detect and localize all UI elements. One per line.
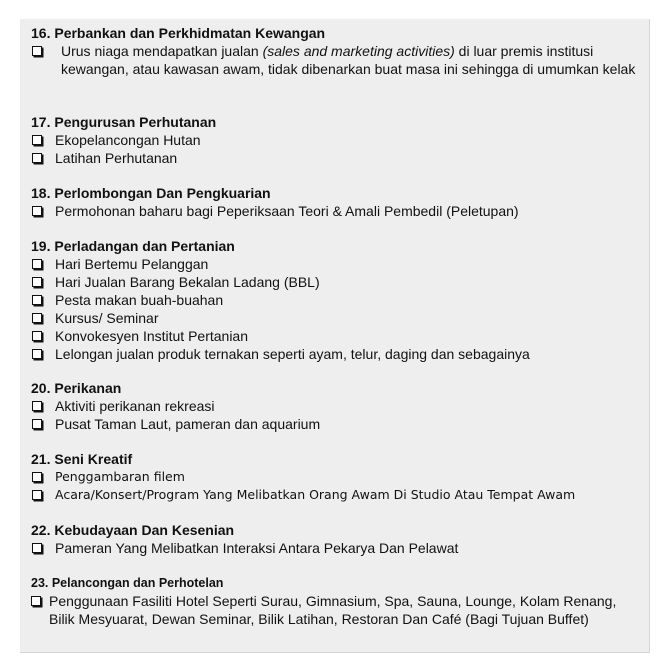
list-item: Pameran Yang Melibatkan Interaksi Antara Pekarya Dan Pelawat: [31, 539, 641, 557]
section-23: [31, 574, 641, 628]
checkbox-icon: [32, 472, 42, 482]
section-heading: 18. Perlombongan Dan Pengkuarian: [31, 185, 271, 201]
section-19: [31, 237, 641, 363]
checkbox-icon: [32, 135, 42, 145]
section-17: [31, 113, 641, 167]
section-18: [31, 184, 641, 220]
checkbox-icon: [32, 490, 42, 500]
checkbox-icon: [32, 331, 42, 341]
section-21: [31, 450, 641, 504]
list-item: Hari Bertemu Pelanggan: [31, 255, 641, 273]
section-heading: 23. Pelancongan dan Perhotelan: [31, 576, 224, 590]
section-heading: 16. Perbankan dan Perkhidmatan Kewangan: [31, 25, 326, 41]
list-item: Penggunaan Fasiliti Hotel Seperti Surau, Gimnasium, Spa, Sauna, Lounge, Kolam Renang, Bilik Mesyuarat, Dewan Seminar, Bilik Latihan, Restoran Dan Café (Bagi Tujuan Buffet): [31, 592, 639, 628]
list-item: Konvokesyen Institut Pertanian: [31, 327, 641, 345]
checkbox-icon: [32, 46, 42, 56]
checkbox-icon: [32, 419, 42, 429]
checkbox-icon: [32, 277, 42, 287]
section-heading: 19. Perladangan dan Pertanian: [31, 238, 235, 254]
list-item: Ekopelancongan Hutan: [31, 131, 641, 149]
checkbox-icon: [32, 153, 42, 163]
checkbox-icon: [32, 295, 42, 305]
section-16: [31, 24, 641, 78]
list-item: Lelongan jualan produk ternakan seperti ayam, telur, daging dan sebagainya: [31, 345, 641, 363]
list-item: Pesta makan buah-buahan: [31, 291, 641, 309]
section-20: [31, 379, 641, 433]
list-item: Aktiviti perikanan rekreasi: [31, 397, 641, 415]
section-heading: 17. Pengurusan Perhutanan: [31, 114, 217, 130]
checkbox-icon: [32, 206, 42, 216]
list-item: Urus niaga mendapatkan jualan (sales and marketing activities) di luar premis institusi kewangan, atau kawasan awam, tidak dibenarkan buat masa ini sehingga di umumkan kelak: [31, 42, 636, 78]
section-22: [31, 521, 641, 557]
list-item: Acara/Konsert/Program Yang Melibatkan Orang Awam Di Studio Atau Tempat Awam: [31, 486, 641, 504]
list-item: Kursus/ Seminar: [31, 309, 641, 327]
list-item: Latihan Perhutanan: [31, 149, 641, 167]
checkbox-icon: [32, 259, 42, 269]
list-item: Hari Jualan Barang Bekalan Ladang (BBL): [31, 273, 641, 291]
checkbox-icon: [32, 349, 42, 359]
list-item: Penggambaran filem: [31, 468, 641, 486]
section-heading: 20. Perikanan: [31, 380, 122, 396]
checkbox-icon: [31, 596, 41, 606]
section-heading: 21. Seni Kreatif: [31, 451, 133, 467]
list-item: Pusat Taman Laut, pameran dan aquarium: [31, 415, 641, 433]
list-item: Permohonan baharu bagi Peperiksaan Teori & Amali Pembedil (Peletupan): [31, 202, 641, 220]
section-heading: 22. Kebudayaan Dan Kesenian: [31, 522, 235, 538]
checkbox-icon: [32, 401, 42, 411]
checkbox-icon: [32, 313, 42, 323]
checkbox-icon: [32, 543, 42, 553]
